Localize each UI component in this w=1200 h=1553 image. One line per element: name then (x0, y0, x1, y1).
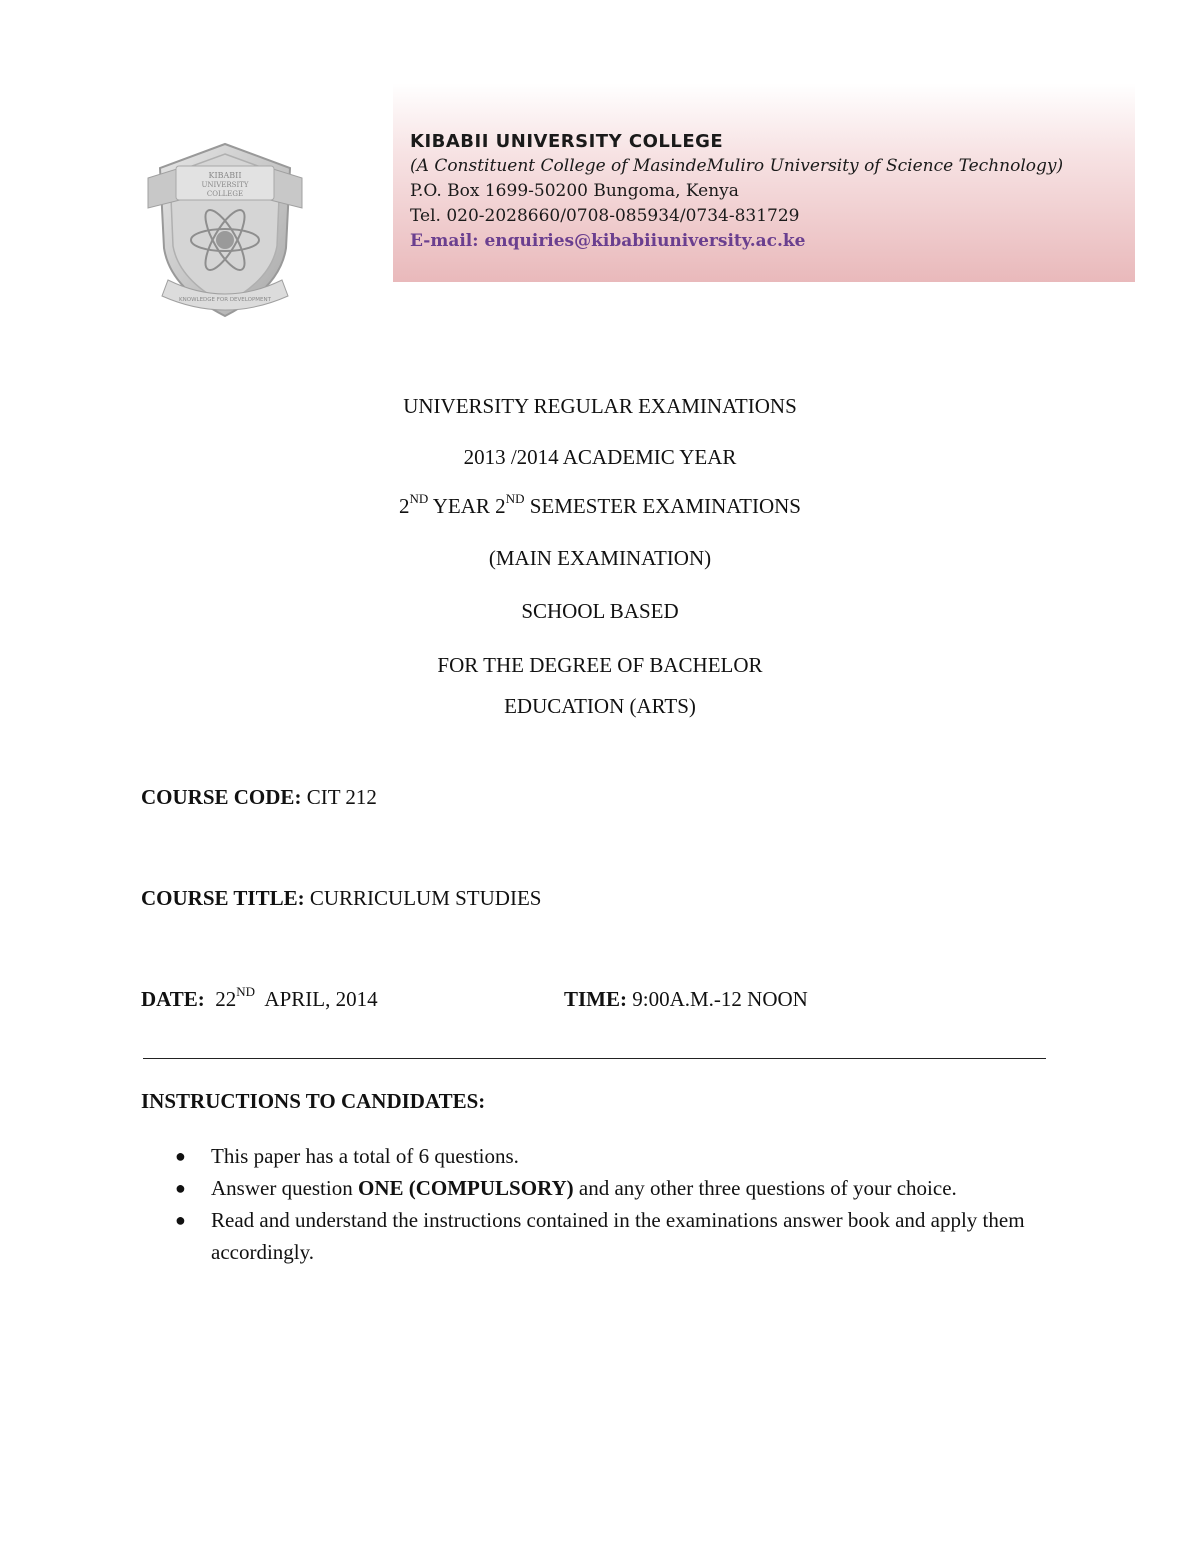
course-code-value: CIT 212 (301, 785, 377, 809)
time-value: 9:00A.M.-12 NOON (627, 987, 808, 1011)
institution-affiliation: (A Constituent College of MasindeMuliro University of Science Technology) (410, 156, 1064, 176)
crest-name-line3: COLLEGE (206, 190, 244, 198)
time-label: TIME: (564, 987, 627, 1011)
institution-address: P.O. Box 1699-50200 Bungoma, Kenya (410, 181, 739, 201)
crest-name-line2: UNIVERSITY (201, 181, 249, 189)
degree-line: FOR THE DEGREE OF BACHELOR (437, 653, 763, 677)
bullet-icon: ● (175, 1210, 186, 1230)
instructions-list (175, 1140, 1075, 1268)
academic-year: 2013 /2014 ACADEMIC YEAR (463, 445, 737, 469)
institution-header (393, 83, 1135, 282)
exam-type: UNIVERSITY REGULAR EXAMINATIONS (403, 394, 797, 418)
institution-email: E-mail: enquiries@kibabiiuniversity.ac.ke (410, 231, 806, 251)
exam-date: DATE: 22ND APRIL, 2014 (141, 984, 378, 1011)
bullet-icon: ● (175, 1178, 186, 1198)
divider (143, 1058, 1046, 1059)
course-code-label: COURSE CODE: (141, 785, 302, 809)
course-title-label: COURSE TITLE: (141, 886, 305, 910)
university-crest-logo (140, 138, 310, 322)
exam-time (564, 987, 808, 1012)
course-code (141, 785, 377, 810)
list-item: ● This paper has a total of 6 questions. (175, 1140, 1075, 1172)
school-based: SCHOOL BASED (521, 599, 679, 623)
course-title-value: CURRICULUM STUDIES (304, 886, 542, 910)
crest-motto: KNOWLEDGE FOR DEVELOPMENT (179, 297, 271, 303)
bullet-icon: ● (175, 1146, 186, 1166)
course-title (141, 886, 541, 911)
exam-category: (MAIN EXAMINATION) (488, 546, 712, 570)
instructions-heading: INSTRUCTIONS TO CANDIDATES: (141, 1089, 486, 1113)
degree-subject: EDUCATION (ARTS) (504, 694, 696, 718)
list-item: ● Answer question ONE (COMPULSORY) and any other three questions of your choice. (175, 1172, 1075, 1204)
date-label: DATE: (141, 987, 205, 1011)
list-item: ● Read and understand the instructions contained in the examinations answer book and apply them accordingly. (175, 1204, 1075, 1268)
year-semester: 2ND YEAR 2ND SEMESTER EXAMINATIONS (399, 491, 801, 518)
institution-name: KIBABII UNIVERSITY COLLEGE (410, 131, 724, 152)
institution-telephone: Tel. 020-2028660/0708-085934/0734-831729 (410, 206, 800, 226)
crest-name-line1: KIBABII (208, 171, 242, 180)
